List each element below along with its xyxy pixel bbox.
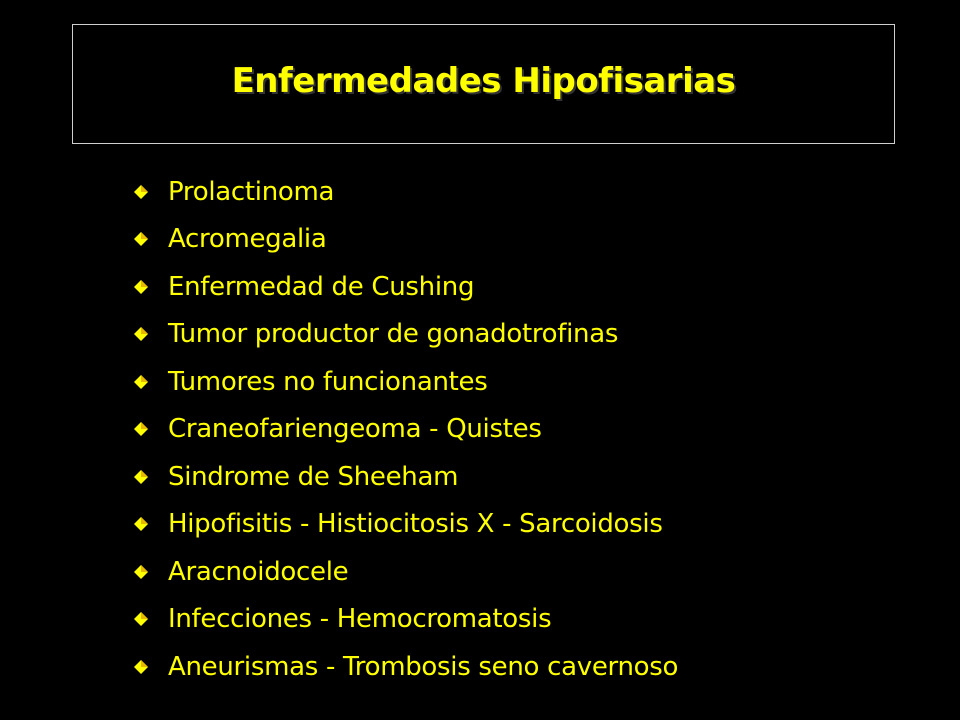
- diamond-bullet-icon: [134, 327, 148, 341]
- list-item-text: Enfermedad de Cushing: [168, 271, 475, 302]
- diamond-bullet-icon: [134, 422, 148, 436]
- diamond-bullet-icon: [134, 185, 148, 199]
- diamond-bullet-icon: [134, 517, 148, 531]
- list-item: [134, 453, 678, 501]
- list-item-text: Prolactinoma: [168, 176, 335, 207]
- list-item: [134, 596, 678, 644]
- list-item-text: Infecciones - Hemocromatosis: [168, 604, 552, 635]
- list-item: [134, 263, 678, 311]
- diamond-bullet-icon: [134, 565, 148, 579]
- title-box: [72, 24, 895, 144]
- diamond-bullet-icon: [134, 375, 148, 389]
- diamond-bullet-icon: [134, 232, 148, 246]
- diamond-bullet-icon: [134, 470, 148, 484]
- list-item: [134, 406, 678, 454]
- list-item: [134, 548, 678, 596]
- diamond-bullet-icon: [134, 280, 148, 294]
- diamond-bullet-icon: [134, 612, 148, 626]
- list-item: [134, 216, 678, 264]
- diamond-bullet-icon: [134, 660, 148, 674]
- list-item-text: Sindrome de Sheeham: [168, 461, 459, 492]
- list-item-text: Hipofisitis - Histiocitosis X - Sarcoidosis: [168, 509, 663, 540]
- list-item-text: Tumores no funcionantes: [168, 366, 488, 397]
- bullet-list: [134, 168, 678, 691]
- list-item-text: Tumor productor de gonadotrofinas: [168, 319, 619, 350]
- list-item-text: Acromegalia: [168, 224, 327, 255]
- list-item: [134, 643, 678, 691]
- list-item: [134, 311, 678, 359]
- list-item-text: Aracnoidocele: [168, 556, 349, 587]
- list-item: [134, 501, 678, 549]
- slide-title: Enfermedades Hipofisarias: [231, 61, 736, 101]
- list-item-text: Aneurismas - Trombosis seno cavernoso: [168, 651, 679, 682]
- list-item: [134, 168, 678, 216]
- list-item: [134, 358, 678, 406]
- list-item-text: Craneofariengeoma - Quistes: [168, 414, 542, 445]
